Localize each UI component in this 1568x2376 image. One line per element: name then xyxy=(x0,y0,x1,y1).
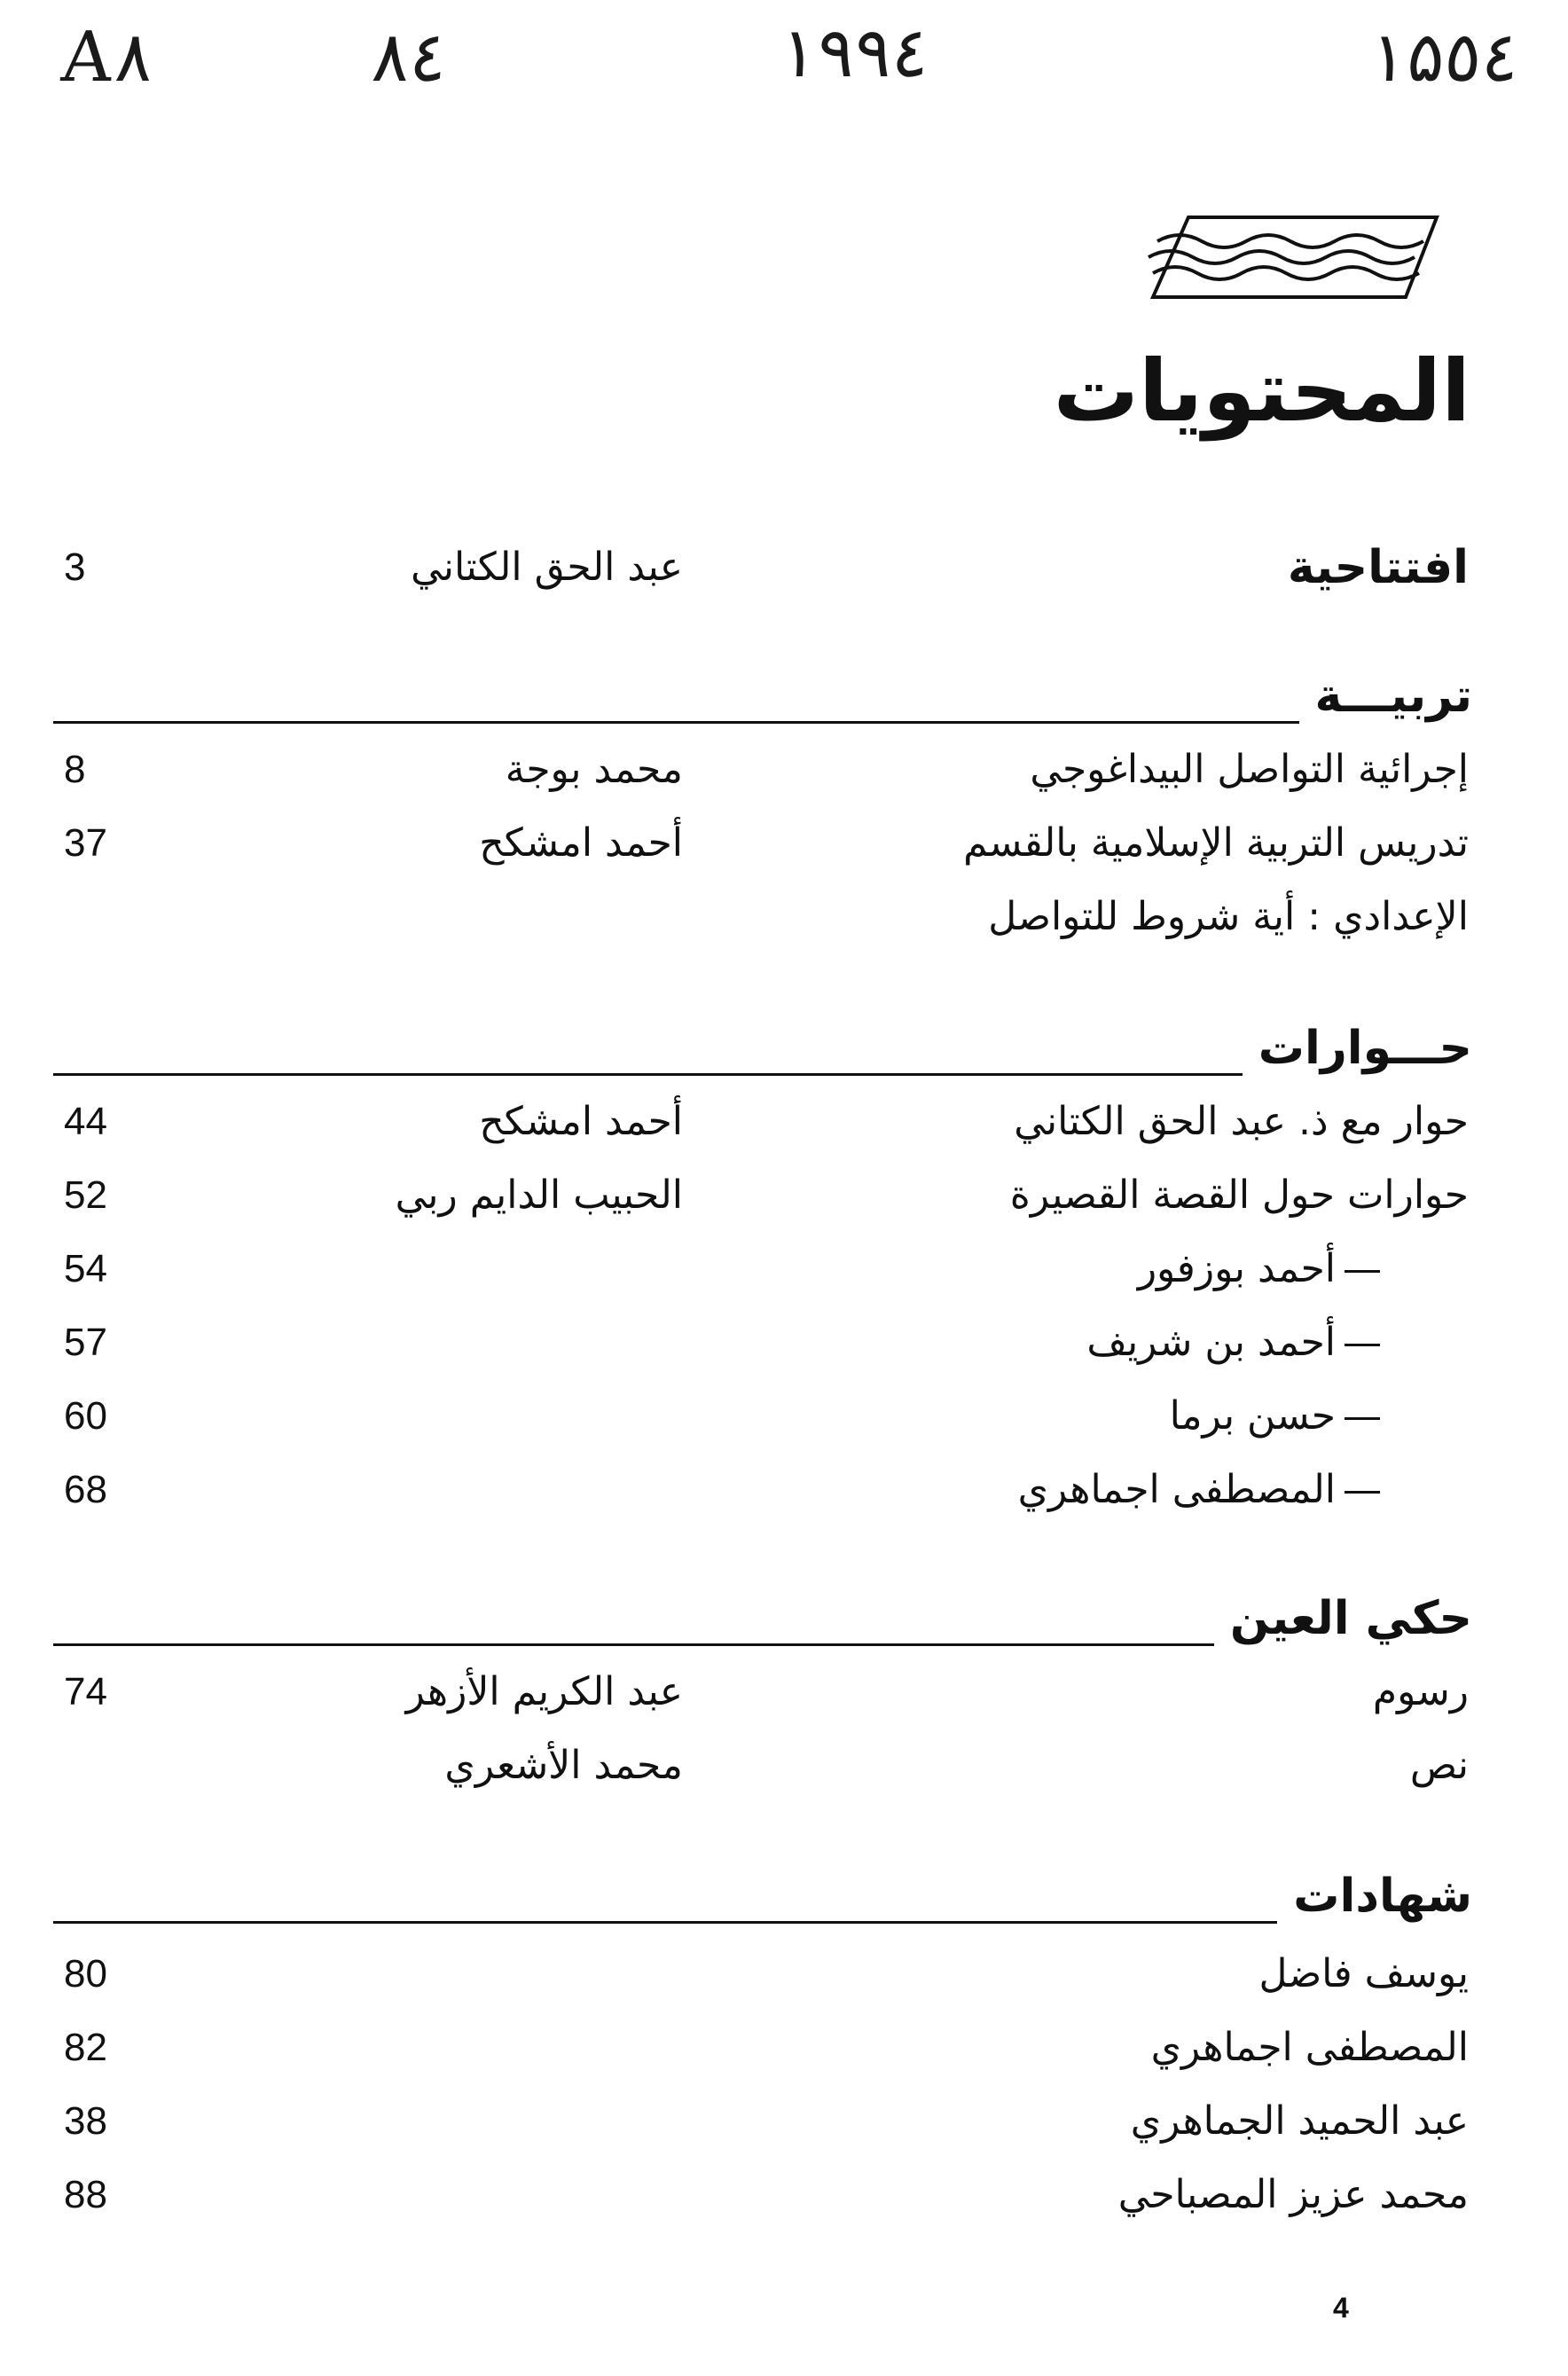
toc-author: عبد الحق الكتاني xyxy=(411,545,683,590)
toc-title: حوارات حول القصة القصيرة xyxy=(1009,1172,1469,1218)
section-label: حـــوارات xyxy=(1243,1008,1472,1088)
toc-page: 37 xyxy=(64,821,107,865)
toc-subtitle-text: حسن برما xyxy=(1169,1393,1336,1439)
toc-title: محمد عزيز المصباحي xyxy=(1117,2172,1469,2217)
toc-subrow xyxy=(0,1306,1568,1380)
section-header-tarbiya xyxy=(53,656,1472,736)
toc-author: محمد بوجة xyxy=(505,747,683,792)
toc-author: عبد الكريم الأزهر xyxy=(405,1669,683,1714)
toc-subtitle xyxy=(1138,1232,1380,1306)
toc-page: 52 xyxy=(64,1173,107,1217)
toc-author: أحمد امشكح xyxy=(479,820,683,866)
toc-page: 74 xyxy=(64,1670,107,1713)
toc-row xyxy=(0,1937,1568,2011)
toc-row xyxy=(0,733,1568,807)
magazine-logo xyxy=(1100,133,1446,310)
page-title: المحتويات xyxy=(1053,341,1470,441)
toc-page: 88 xyxy=(64,2173,107,2216)
toc-row xyxy=(0,1729,1568,1803)
page-number: 4 xyxy=(1333,2292,1349,2324)
toc-author: الحبيب الدايم ربي xyxy=(395,1172,683,1218)
toc-subtitle xyxy=(1086,1306,1380,1380)
section-label: شهادات xyxy=(1277,1856,1472,1936)
toc-subrow xyxy=(0,1453,1568,1527)
toc-row xyxy=(0,880,1568,954)
dash-mark xyxy=(1345,1344,1380,1346)
section-rule xyxy=(53,721,1472,724)
toc-page: 68 xyxy=(64,1468,107,1511)
toc-page: 57 xyxy=(64,1321,107,1364)
toc-page: 54 xyxy=(64,1247,107,1290)
toc-author: محمد الأشعري xyxy=(444,1743,683,1788)
toc-row-opening xyxy=(0,530,1568,605)
toc-title: نص xyxy=(1409,1743,1469,1788)
handwritten-note-second: ۸٤ xyxy=(369,18,450,98)
toc-row xyxy=(0,1655,1568,1729)
toc-row xyxy=(0,1158,1568,1233)
toc-title: رسوم xyxy=(1372,1669,1469,1714)
toc-subtitle-text: أحمد بن شريف xyxy=(1086,1320,1336,1365)
handwritten-number: ۱۵٥٤ xyxy=(1367,18,1522,98)
dash-mark xyxy=(1345,1491,1380,1494)
toc-page: 80 xyxy=(64,1952,107,1996)
toc-row xyxy=(0,1085,1568,1159)
toc-title: يوسف فاضل xyxy=(1258,1951,1469,1996)
dash-mark xyxy=(1345,1270,1380,1273)
handwritten-note-left: A۸ xyxy=(59,18,156,98)
section-rule xyxy=(53,1921,1472,1924)
toc-page: 38 xyxy=(64,2099,107,2143)
toc-page: 82 xyxy=(64,2026,107,2069)
section-label: حكي العين xyxy=(1214,1579,1472,1658)
toc-page: 8 xyxy=(64,748,86,791)
toc-subtitle-text: أحمد بوزفور xyxy=(1137,1246,1336,1291)
section-header-hiwarat xyxy=(53,1008,1472,1088)
toc-author: أحمد امشكح xyxy=(479,1099,683,1144)
toc-row xyxy=(0,806,1568,881)
toc-title: افتتاحية xyxy=(1287,541,1469,594)
toc-title: تدريس التربية الإسلامية بالقسم xyxy=(963,820,1469,866)
toc-page: 60 xyxy=(64,1394,107,1438)
toc-title: المصطفى اجماهري xyxy=(1150,2025,1469,2070)
toc-title: إجرائية التواصل البيداغوجي xyxy=(1030,747,1469,792)
toc-subtitle-text: المصطفى اجماهري xyxy=(1017,1467,1336,1512)
toc-title: حوار مع ذ. عبد الحق الكتاني xyxy=(1014,1099,1469,1144)
toc-subtitle xyxy=(1018,1453,1380,1527)
toc-row xyxy=(0,2011,1568,2085)
toc-subtitle xyxy=(1170,1379,1380,1454)
toc-row xyxy=(0,2158,1568,2232)
section-header-hakyi xyxy=(53,1579,1472,1658)
toc-title: عبد الحميد الجماهري xyxy=(1130,2098,1469,2144)
toc-subrow xyxy=(0,1379,1568,1454)
section-header-shahadat xyxy=(53,1856,1472,1936)
toc-subrow xyxy=(0,1232,1568,1306)
dash-mark xyxy=(1345,1417,1380,1420)
toc-row xyxy=(0,2084,1568,2159)
toc-page: 3 xyxy=(64,545,86,589)
section-label: تربيـــة xyxy=(1299,656,1472,736)
toc-title: الإعدادي : أية شروط للتواصل xyxy=(988,894,1469,939)
toc-page: 44 xyxy=(64,1100,107,1143)
handwritten-year: ۱۹۹٤ xyxy=(777,13,932,93)
